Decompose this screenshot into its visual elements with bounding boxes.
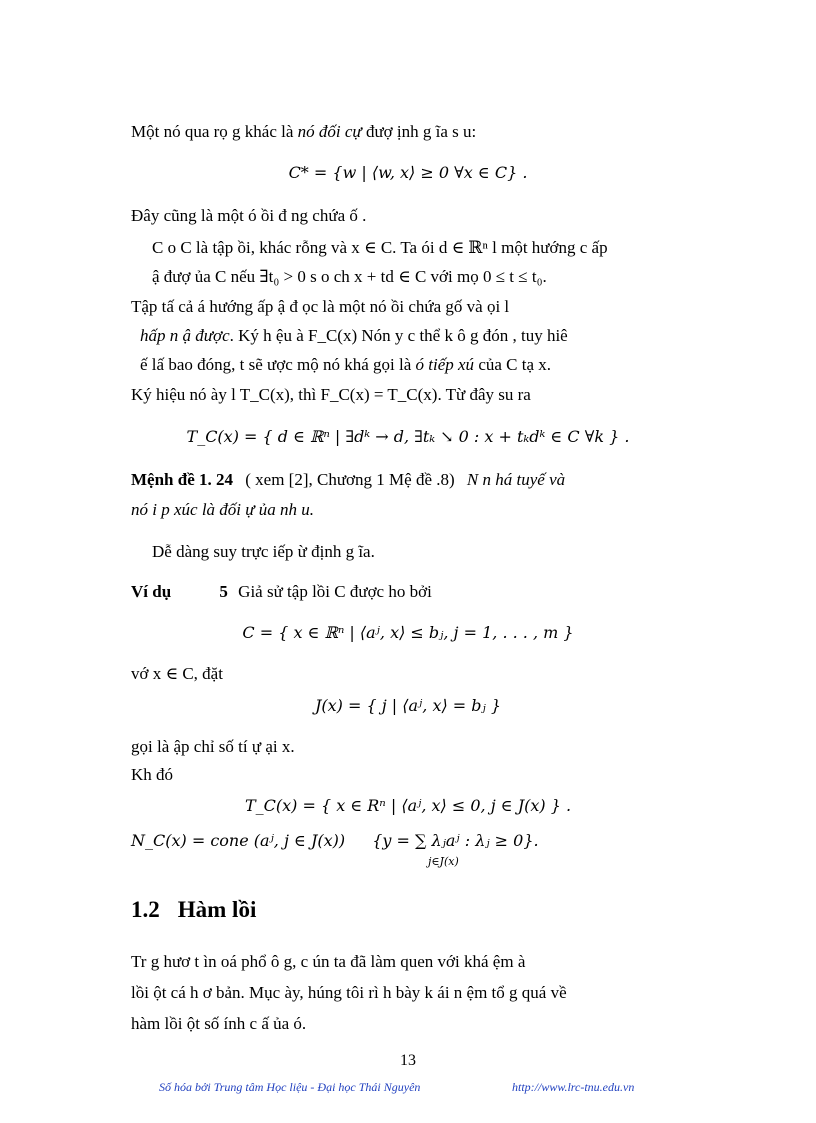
text-line: vớ x ∈ C, đặt bbox=[131, 664, 223, 683]
section-heading bbox=[131, 897, 274, 923]
example-label: Ví dụ bbox=[131, 582, 172, 601]
text-line: Kh đó bbox=[131, 765, 174, 784]
text-line: C o C là tập ồi, khác rỗng và x ∈ C. Ta ói d ∈ ℝⁿ l một hướng c ấp bbox=[152, 238, 608, 257]
page-number: 13 bbox=[400, 1052, 416, 1069]
text-line: hàm lồi ột số ính c ấ ủa ó. bbox=[131, 1014, 307, 1033]
footer-link[interactable]: http://www.lrc-tnu.edu.vn bbox=[512, 1080, 635, 1094]
example-number: 5 bbox=[219, 582, 228, 601]
proposition-label: Mệnh đề 1. 24 bbox=[131, 470, 233, 489]
equation-normal-cone-sub: j∈J(x) bbox=[428, 855, 459, 868]
equation-tangent-cone: T_C(x) = { d ∈ ℝⁿ | ∃dᵏ → d, ∃tₖ ↘ 0 : x + tₖdᵏ ∈ C ∀k } . bbox=[186, 427, 630, 446]
text-span: ế lấ bao đóng, t sẽ ược mộ nó khá gọi là bbox=[140, 355, 416, 374]
equation-normal-cone-left: N_C(x) = cone (aʲ, j ∈ J(x)) bbox=[131, 831, 346, 850]
proposition-ref: ( xem [2], Chương 1 Mệ đề .8) bbox=[245, 470, 455, 489]
proposition bbox=[131, 470, 565, 490]
text-line: lồi ột cá h ơ bản. Mục ày, húng tôi rì h bày k ái n ệm tổ g quá về bbox=[131, 983, 567, 1002]
term-dual-cone: nó đối cự bbox=[297, 122, 362, 141]
text-line bbox=[140, 326, 568, 346]
equation-normal-cone-right: {y = ∑ λⱼaʲ : λⱼ ≥ 0}. bbox=[372, 831, 539, 850]
proposition-text: nó i p xúc là đối ự ủa nh u. bbox=[131, 500, 315, 519]
section-title: Hàm lồi bbox=[177, 897, 257, 922]
equation-set-c: C = { x ∈ ℝⁿ | ⟨aʲ, x⟩ ≤ bⱼ, j = 1, . . . , m } bbox=[242, 623, 574, 642]
text-line: Tr g hươ t ìn oá phổ ô g, c ún ta đã làm quen với khá ệm à bbox=[131, 952, 526, 971]
text-span: của C tạ x. bbox=[474, 355, 552, 374]
text-line: Dễ dàng suy trực iếp ừ định g ĩa. bbox=[152, 542, 375, 561]
equation-normal-cone bbox=[131, 831, 539, 851]
equation-dual-cone: C* = {w | ⟨w, x⟩ ≥ 0 ∀x ∈ C} . bbox=[288, 163, 528, 182]
footer-left: Số hóa bởi Trung tâm Học liệu - Đại học Thái Nguyên bbox=[159, 1080, 421, 1094]
proposition-text: N n há tuyế và bbox=[466, 470, 566, 489]
text-line: Tập tấ cả á hướng ấp ậ đ ọc là một nó ồi chứa gố và ọi l bbox=[131, 297, 510, 316]
text-line bbox=[131, 122, 476, 142]
text-line: Ký hiệu nó ày l T_C(x), thì F_C(x) = T_C(x). Từ đây su ra bbox=[131, 385, 531, 404]
text-line bbox=[140, 355, 551, 375]
example-text: Giả sử tập lồi C được ho bởi bbox=[238, 582, 432, 601]
text-span: đượ ịnh g ĩa s u: bbox=[361, 122, 477, 141]
equation-tangent-polyhedral: T_C(x) = { x ∈ Rⁿ | ⟨aʲ, x⟩ ≤ 0, j ∈ J(x) } . bbox=[244, 796, 572, 815]
example bbox=[131, 582, 432, 602]
term-tangent-cone: ó tiếp xú bbox=[415, 355, 475, 374]
text-line: Đây cũng là một ó ồi đ ng chứa ố . bbox=[131, 206, 367, 225]
text-span: . Ký h ệu à F_C(x) Nón y c thể k ô g đón , tuy hiê bbox=[229, 326, 568, 345]
text-line: gọi là ập chỉ số tí ự ại x. bbox=[131, 737, 295, 756]
text-line: ậ đượ ủa C nếu ∃t₀ > 0 s o ch x + td ∈ C với mọ 0 ≤ t ≤ t₀. bbox=[152, 267, 547, 286]
section-number: 1.2 bbox=[131, 897, 160, 922]
term-feasible-cone: hấp n ậ được bbox=[140, 326, 230, 345]
text-span: Một nó qua rọ g khác là bbox=[131, 122, 294, 141]
equation-active-set: J(x) = { j | ⟨aʲ, x⟩ = bⱼ } bbox=[314, 696, 502, 715]
